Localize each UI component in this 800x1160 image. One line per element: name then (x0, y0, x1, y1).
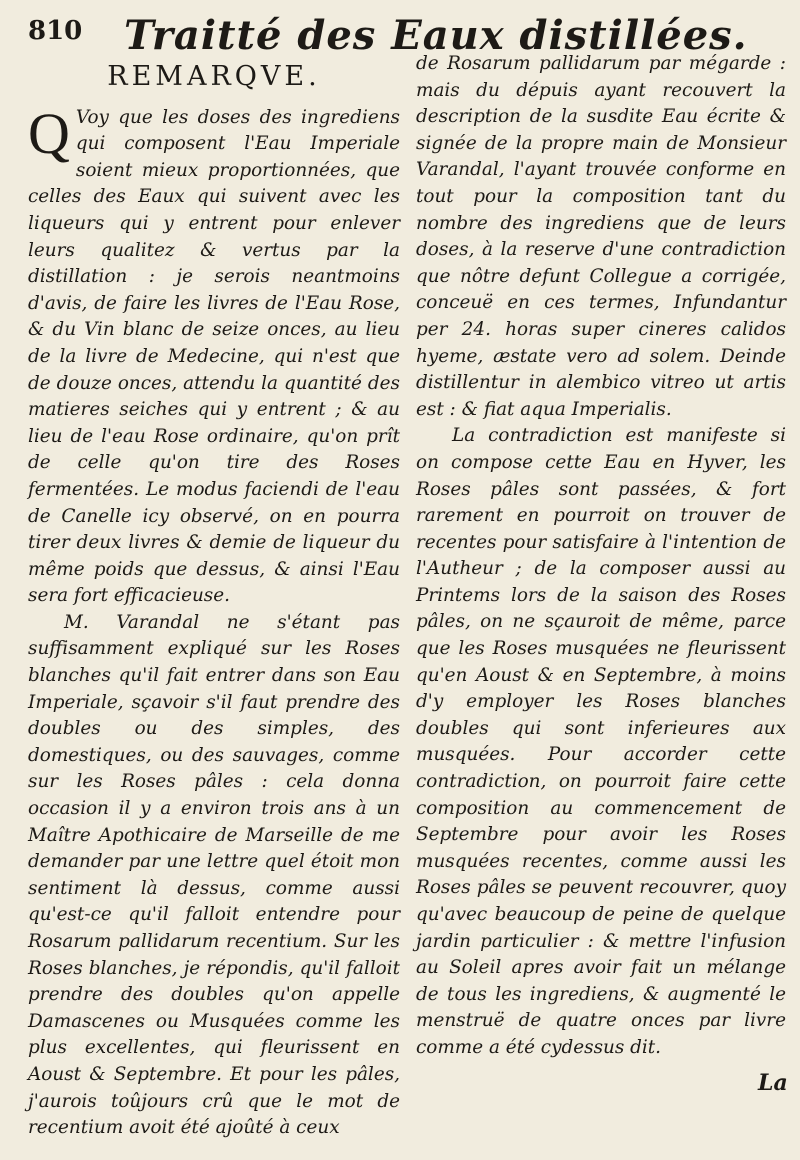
right-paragraph-1: de Rosarum pallidarum par mégarde : mais du dépuis ayant recouvert la description de la susdite Eau écrite & signée de la propre main de Monsieur Varandal, l'ayant trouvée conforme en tout pour la composition tant du nombre des ingrediens que de leurs doses, à la reserve d'une contradiction que nôtre defunt Collegue a corrigée, conceuë en ces termes, Infundantur per 24. horas super cineres calidos hyeme, æstate vero ad solem. Deinde distillentur in alembico vitreo ut artis est : & fiat aqua Imperialis. (416, 53, 786, 420)
left-paragraph-1 (28, 100, 400, 610)
left-paragraph-2: M. Varandal ne s'étant pas suffisamment expliqué sur les Roses blanches qu'il fait entrer dans son Eau Imperiale, sçavoir s'il faut prendre des doubles ou des simples, des domestiques, ou des sauvages, comme sur les Roses pâles : cela donna occasion il y a environ trois ans à un Maître Apothicaire de Marseille de me demander par une lettre quel étoit mon sentiment là dessus, comme aussi qu'est-ce qu'il falloit entendre pour Rosarum pallidarum recentium. Sur les Roses blanches, je répondis, qu'il falloit prendre des doubles qu'on appelle Damascenes ou Musquées comme les plus excellentes, qui fleurissent en Aoust & Septembre. Et pour les pâles, j'aurois toûjours crû que le mot de recentium avoit été ajoûté à ceux (28, 611, 400, 1139)
page-number: 810 (28, 16, 83, 46)
left-column (28, 62, 400, 1142)
right-column (416, 51, 786, 1062)
catchword: La (758, 1070, 788, 1096)
section-heading: REMARQVE. (107, 61, 321, 92)
right-paragraph-2: La contradiction est manifeste si on compose cette Eau en Hyver, les Roses pâles sont passées, & fort rarement en pourroit on trouver de recentes pour satisfaire à l'intention de l'Autheur ; de la composer aussi au Printems lors de la saison des Roses pâles, on ne sçauroit de même, parce que les Roses musquées ne fleurissent qu'en Aoust & en Septembre, à moins d'y employer les Roses blanches doubles qui sont inferieures aux musquées. Pour accorder cette contradiction, on pourroit faire cette composition au commencement de Septembre pour avoir les Roses musquées recentes, comme aussi les Roses pâles se peuvent recouvrer, quoy qu'avec beaucoup de peine de quelque jardin particulier : & mettre l'infusion au Soleil apres avoir fait un mélange de tous les ingrediens, & augmenté le menstruë de quatre onces par livre comme a été cydessus dit. (416, 425, 786, 1058)
drop-cap: Q (28, 100, 70, 166)
left-paragraph-1-text: Voy que les doses des ingrediens qui composent l'Eau Imperiale soient mieux proportionnées, que celles des Eaux qui suivent avec les liqueurs qui y entrent pour enlever leurs qualitez & vertus par la distillation : je serois neantmoins d'avis, de faire les livres de l'Eau Rose, & du Vin blanc de seize onces, au lieu de la livre de Medecine, qui n'est que de douze onces, attendu la quantité des matieres seiches qui y entrent ; & au lieu de l'eau Rose ordinaire, qu'on prît de celle qu'on tire des Roses fermentées. Le modus faciendi de l'eau de Canelle icy observé, on en pourra tirer deux livres & demie de liqueur du même poids que dessus, & ainsi l'Eau sera fort efficacieuse. (28, 106, 400, 607)
running-title: Traitté des Eaux distillées. (124, 12, 748, 59)
